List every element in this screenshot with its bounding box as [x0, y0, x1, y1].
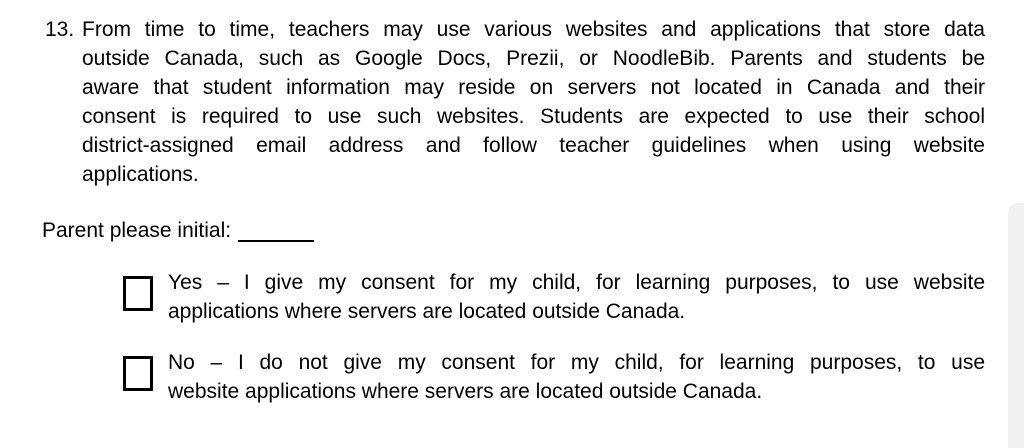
parent-initial-blank[interactable] [238, 224, 314, 242]
consent-no-label [168, 348, 985, 406]
consent-yes-checkbox[interactable] [123, 276, 153, 311]
consent-yes-line: Yes – I give my consent for my child, for learning purposes, to use website [168, 271, 985, 294]
clause-number: 13. [45, 18, 75, 41]
consent-yes-line: applications where servers are located outside Canada. [168, 300, 686, 323]
clause-line: From time to time, teachers may use various websites and applications that store data [82, 18, 985, 41]
clause-line: applications. [82, 163, 199, 186]
parent-initial-label: Parent please initial: [42, 219, 232, 242]
clause-paragraph [82, 15, 985, 189]
clause-line: aware that student information may reside on servers not located in Canada and their [82, 76, 985, 99]
consent-yes-label [168, 268, 985, 326]
consent-no-line: website applications where servers are located outside Canada. [168, 380, 763, 403]
consent-no-checkbox[interactable] [123, 356, 153, 391]
consent-no-line: No – I do not give my consent for my child, for learning purposes, to use [168, 351, 985, 374]
clause-line: consent is required to use such websites. Students are expected to use their school [82, 105, 985, 128]
parent-initial-row [42, 216, 542, 245]
scrollbar-thumb[interactable] [1008, 203, 1024, 448]
clause-line: outside Canada, such as Google Docs, Prezii, or NoodleBib. Parents and students be [82, 47, 985, 70]
clause-line: district-assigned email address and follow teacher guidelines when using website [82, 134, 985, 157]
